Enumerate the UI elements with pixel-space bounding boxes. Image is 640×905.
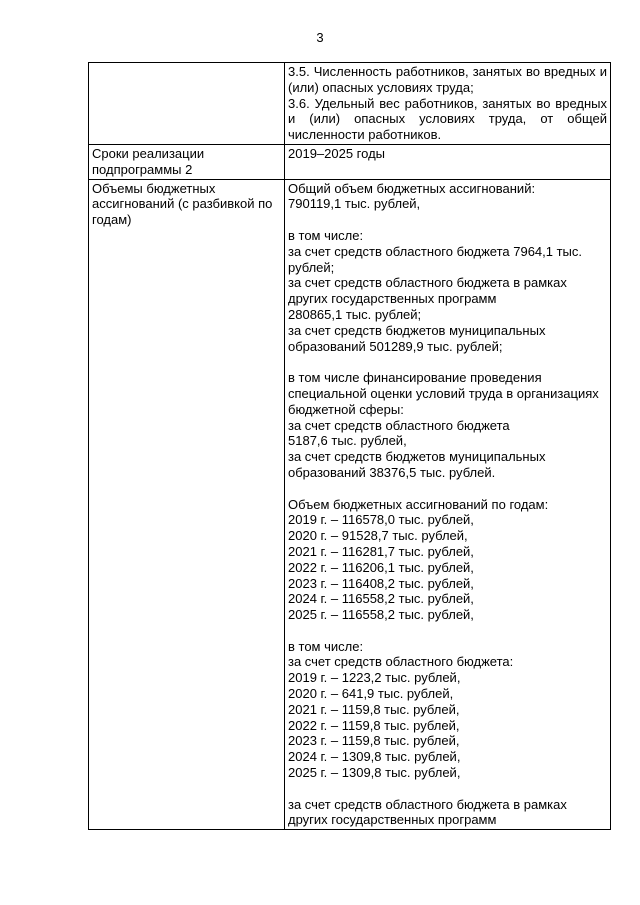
text-line: 280865,1 тыс. рублей; (288, 306, 422, 322)
text-line: за счет средств бюджетов муниципальных образований 501289,9 тыс. рублей; (288, 322, 546, 354)
text-line: в том числе финансирование проведения специальной оценки условий труда в организациях бюджетной сферы: (288, 370, 599, 417)
text-line: 2025 г. – 1309,8 тыс. рублей, (288, 765, 461, 781)
text-line: 2024 г. – 116558,2 тыс. рублей, (288, 591, 474, 607)
text-block-other-programs (288, 797, 607, 829)
row-value-cell (285, 179, 611, 830)
text-line: за счет средств областного бюджета: (288, 654, 514, 670)
table-row (89, 63, 611, 145)
text-line: за счет средств областного бюджета 7964,1 тыс. рублей; (288, 243, 583, 275)
text-line: в том числе: (288, 227, 364, 243)
page-number: 3 (316, 30, 324, 45)
text-line: Объем бюджетных ассигнований по годам: (288, 496, 549, 512)
passport-table (88, 62, 611, 830)
text-line: 2020 г. – 641,9 тыс. рублей, (288, 686, 454, 702)
indicator-3-6: 3.6. Удельный вес работников, занятых во вредных и (или) опасных условиях труда, от общей численности работников. (288, 95, 607, 143)
text-line: Общий объем бюджетных ассигнований: (288, 180, 536, 196)
text-line: 2022 г. – 116206,1 тыс. рублей, (288, 559, 474, 575)
indicator-3-5: 3.5. Численность работников, занятых во вредных и (или) опасных условиях труда; (288, 64, 607, 95)
text-line: 2020 г. – 91528,7 тыс. рублей, (288, 528, 468, 544)
table-row (89, 144, 611, 179)
text-line: 2023 г. – 1159,8 тыс. рублей, (288, 733, 460, 749)
text-line: 2023 г. – 116408,2 тыс. рублей, (288, 575, 474, 591)
text-line: 2019 г. – 116578,0 тыс. рублей, (288, 512, 474, 528)
row-label-cell: Сроки реализации подпрограммы 2 (89, 144, 285, 179)
text-line: 5187,6 тыс. рублей, (288, 433, 407, 449)
text-line: за счет средств областного бюджета (288, 417, 510, 433)
row-label-cell (89, 63, 285, 145)
row-value-cell: 2019–2025 годы (285, 144, 611, 179)
text-line: за счет средств бюджетов муниципальных образований 38376,5 тыс. рублей. (288, 449, 546, 480)
text-block-by-years (288, 497, 607, 623)
row-label-cell: Объемы бюджетных ассигнований (с разбивкой по годам) (89, 179, 285, 830)
text-line: 2021 г. – 116281,7 тыс. рублей, (288, 543, 474, 559)
text-line: 2019 г. – 1223,2 тыс. рублей, (288, 670, 461, 686)
text-line: 2025 г. – 116558,2 тыс. рублей, (288, 607, 474, 623)
text-block-intro (288, 181, 607, 213)
text-line: за счет средств областного бюджета в рамках других государственных программ (288, 275, 567, 307)
text-block-regional (288, 639, 607, 781)
text-line: в том числе: (288, 638, 364, 654)
text-line: за счет средств областного бюджета в рамках других государственных программ (288, 796, 567, 828)
text-line: 790119,1 тыс. рублей, (288, 196, 421, 212)
table-row (89, 179, 611, 830)
text-line: 2024 г. – 1309,8 тыс. рублей, (288, 749, 461, 765)
text-line: 2022 г. – 1159,8 тыс. рублей, (288, 717, 460, 733)
text-block-including (288, 228, 607, 354)
row-value-cell (285, 63, 611, 145)
text-line: 2021 г. – 1159,8 тыс. рублей, (288, 701, 460, 717)
text-block-assessment (288, 370, 607, 481)
